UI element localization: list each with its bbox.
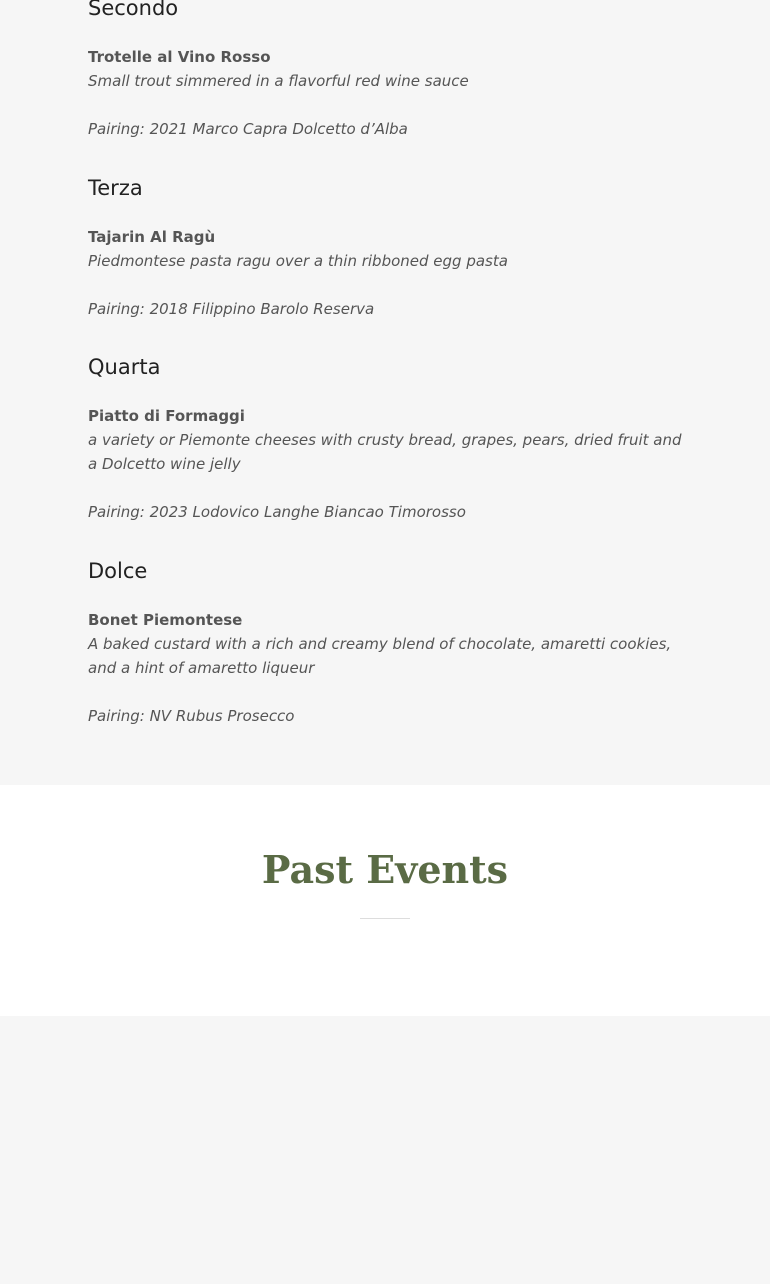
- course-dolce: [88, 558, 688, 728]
- title-divider: [360, 918, 410, 919]
- dish-description: Piedmontese pasta ragu over a thin ribboned egg pasta: [88, 252, 508, 270]
- past-events-content-area: [0, 1016, 770, 1284]
- dish-name: Piatto di Formaggi: [88, 407, 245, 425]
- wine-pairing: Pairing: 2018 Filippino Barolo Reserva: [88, 300, 375, 318]
- course-heading: Secondo: [88, 0, 179, 20]
- dish-description: Small trout simmered in a flavorful red wine sauce: [88, 72, 469, 90]
- past-events-title: Past Events: [261, 847, 509, 892]
- dish-name: Bonet Piemontese: [88, 611, 243, 629]
- past-events-section: [0, 785, 770, 1016]
- dish-description: a variety or Piemonte cheeses with crusty bread, grapes, pears, dried fruit and a Dolcetto wine jelly: [88, 431, 682, 473]
- course-heading: Quarta: [88, 355, 161, 379]
- course-secondo: [88, 0, 688, 141]
- course-terza: [88, 175, 688, 321]
- dish-name: Trotelle al Vino Rosso: [88, 48, 271, 66]
- wine-pairing: Pairing: 2021 Marco Capra Dolcetto d’Alba: [88, 120, 408, 138]
- dish-name: Tajarin Al Ragù: [88, 228, 216, 246]
- course-heading: Terza: [88, 176, 143, 200]
- wine-pairing: Pairing: 2023 Lodovico Langhe Biancao Timorosso: [88, 503, 466, 521]
- dish-description: A baked custard with a rich and creamy blend of chocolate, amaretti cookies, and a hint of amaretto liqueur: [88, 635, 672, 677]
- course-quarta: [88, 354, 688, 524]
- course-heading: Dolce: [88, 559, 148, 583]
- wine-pairing: Pairing: NV Rubus Prosecco: [88, 707, 295, 725]
